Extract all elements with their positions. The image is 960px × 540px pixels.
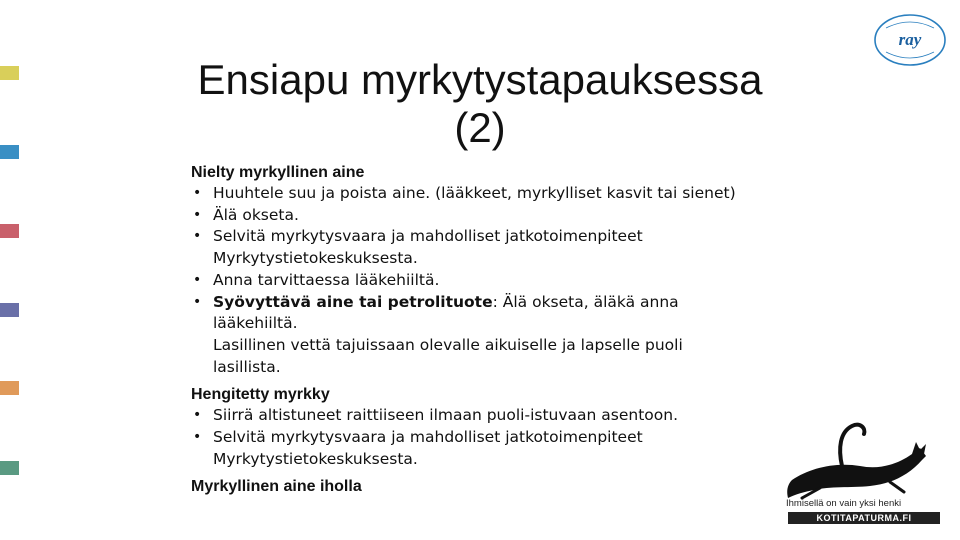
slide-color-marker <box>0 381 19 395</box>
slide-color-marker <box>0 66 19 80</box>
section-heading: Hengitetty myrkky <box>191 386 330 404</box>
list-item <box>191 405 751 427</box>
list-item-text: Lasillinen vettä tajuissaan olevalle aikuiselle ja lapselle puoli lasillista. <box>213 335 683 376</box>
list-item <box>191 205 751 227</box>
list-item <box>191 183 751 205</box>
list-item-text: Siirrä altistuneet raittiiseen ilmaan puoli-istuvaan asentoon. <box>213 406 678 425</box>
slide-color-marker <box>0 145 19 159</box>
section-heading: Nielty myrkyllinen aine <box>191 164 365 181</box>
slide-content <box>191 162 751 497</box>
list-item <box>191 335 751 378</box>
list-item <box>191 226 751 269</box>
slogan-text: Ihmisellä on vain yksi henki <box>786 498 902 509</box>
list-item-text: Älä okseta. <box>213 205 299 224</box>
list-item-emphasis: Syövyttävä aine tai petrolituote <box>213 292 493 311</box>
list-item-text: Huuhtele suu ja poista aine. (lääkkeet, myrkylliset kasvit tai sienet) <box>213 184 736 202</box>
list-item-text: : Älä okseta, äläkä anna lääkehiiltä. <box>213 292 679 333</box>
bullet-list <box>191 405 751 470</box>
ray-logo <box>874 14 946 66</box>
slide-color-marker <box>0 303 19 317</box>
slide-title: Ensiapu myrkytystapauksessa (2) <box>197 56 763 151</box>
slide-color-marker <box>0 461 19 475</box>
section-heading: Myrkyllinen aine iholla <box>191 478 362 496</box>
slide-color-marker <box>0 224 19 238</box>
list-item <box>191 270 751 292</box>
kotitapaturma-badge: KOTITAPATURMA.FI <box>788 512 940 524</box>
svg-text:ray: ray <box>898 30 922 49</box>
list-item-text: Selvitä myrkytysvaara ja mahdolliset jatkotoimenpiteet Myrkytystietokeskuksesta. <box>213 227 643 268</box>
list-item-text: Anna tarvittaessa lääkehiiltä. <box>213 270 440 289</box>
bullet-list <box>191 183 751 378</box>
list-item <box>191 427 751 470</box>
list-item-text: Selvitä myrkytysvaara ja mahdolliset jatkotoimenpiteet Myrkytystietokeskuksesta. <box>213 428 643 468</box>
list-item <box>191 292 751 335</box>
